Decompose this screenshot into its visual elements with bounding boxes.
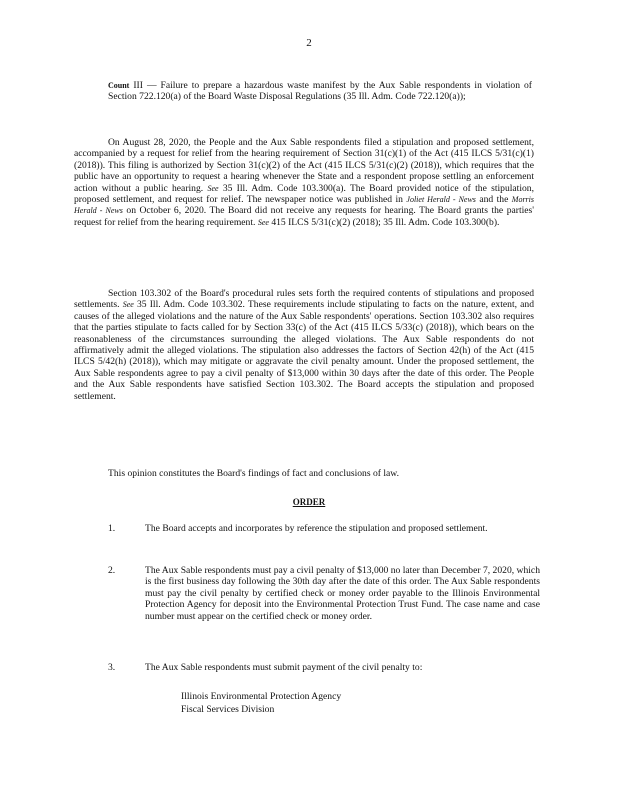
page-number: 2 [306,37,312,49]
see-citation-signal: See [257,217,269,227]
stipulation-filing-paragraph [74,137,534,228]
see-citation-signal: See [122,300,134,310]
order-item [108,662,540,673]
count-label: Count [108,81,130,90]
paragraph-text: Section 103.302 of the Board's procedural rules sets forth the required contents of stipulations and proposed settlements. [74,288,534,311]
paragraph-text: On August 28, 2020, the People and the Aux Sable respondents filed a stipulation and proposed settlement, accompanied by a request for relief from the hearing requirement of Section 31(c)(1) of the Act (415 ILCS 5/31(c)(1) (2018)). This filing is authorized by Section 31(c)(2) of the Act (415 ILCS 5/31(c)(2) (2018)), which requires that the public have an opportunity to request a hearing whenever the State and a respondent propose settling an enforcement action without a public hearing. [74,137,534,194]
newspaper-name: Joliet Herald - News [406,195,476,205]
count-paragraph [108,80,532,103]
order-item-text: The Aux Sable respondents must pay a civil penalty of $13,000 no later than December 7, 2020, which is the first business day following the 30th day after the date of this order. The Aux Sable respondents must pay the civil penalty by certified check or money order payable to the Illinois Environmental Protection Agency for deposit into the Environmental Protection Trust Fund. The case name and case number must appear on the certified check or money order. [145,565,540,622]
order-item [108,523,540,534]
address-line: Fiscal Services Division [181,704,275,716]
address-line: Illinois Environmental Protection Agency [181,691,342,702]
opinion-paragraph: This opinion constitutes the Board's findings of fact and conclusions of law. [108,468,400,479]
order-heading: ORDER [292,497,326,507]
paragraph-text: and the [479,194,509,206]
paragraph-text: 35 Ill. Adm. Code 103.300(a). The Board provided notice of the stipulation, proposed settlement, and request for relief. The newspaper notice was published in [74,182,534,206]
order-item [108,565,540,622]
order-item-number: 3. [108,662,116,673]
order-item-number: 1. [108,523,116,534]
paragraph-text: on October 6, 2020. The Board did not receive any requests for hearing. The Board grants the parties' request for relief from the hearing requirement. [74,205,534,228]
order-item-number: 2. [108,565,116,576]
paragraph-text: 35 Ill. Adm. Code 103.302. These requirements include stipulating to facts on the nature, extent, and causes of the alleged violations and the nature of the Aux Sable respondents' operations. Section 103.302 also requires that the parties stipulate to facts called for by Section 33(c) of the Act (415 ILCS 5/33(c) (2018)), which bears on the reasonableness of the circumstances surrounding the alleged violations. The Aux Sable respondents do not affirmatively admit the alleged violations. The stipulation also addresses the factors of Section 42(h) of the Act (415 ILCS 5/42(h) (2018)), which may mitigate or aggravate the civil penalty amount. Under the proposed settlement, the Aux Sable respondents agree to pay a civil penalty of $13,000 within 30 days after the date of this order. The People and the Aux Sable respondents have satisfied Section 103.302. The Board accepts the stipulation and proposed settlement. [74,299,535,402]
order-item-text: The Aux Sable respondents must submit payment of the civil penalty to: [145,662,423,673]
newspaper-name: Morris Herald - News [74,195,535,216]
payment-address [181,690,341,716]
see-citation-signal: See [207,183,219,193]
count-text: III — Failure to prepare a hazardous waste manifest by the Aux Sable respondents in violation of Section 722.120(a) of the Board Waste Disposal Regulations (35 Ill. Adm. Code 722.120(a)); [108,80,532,103]
paragraph-text: 415 ILCS 5/31(c)(2) (2018); 35 Ill. Adm. Code 103.300(b). [271,216,500,228]
order-item-text: The Board accepts and incorporates by reference the stipulation and proposed settlement. [145,523,488,534]
section-103-302-paragraph [74,288,534,402]
